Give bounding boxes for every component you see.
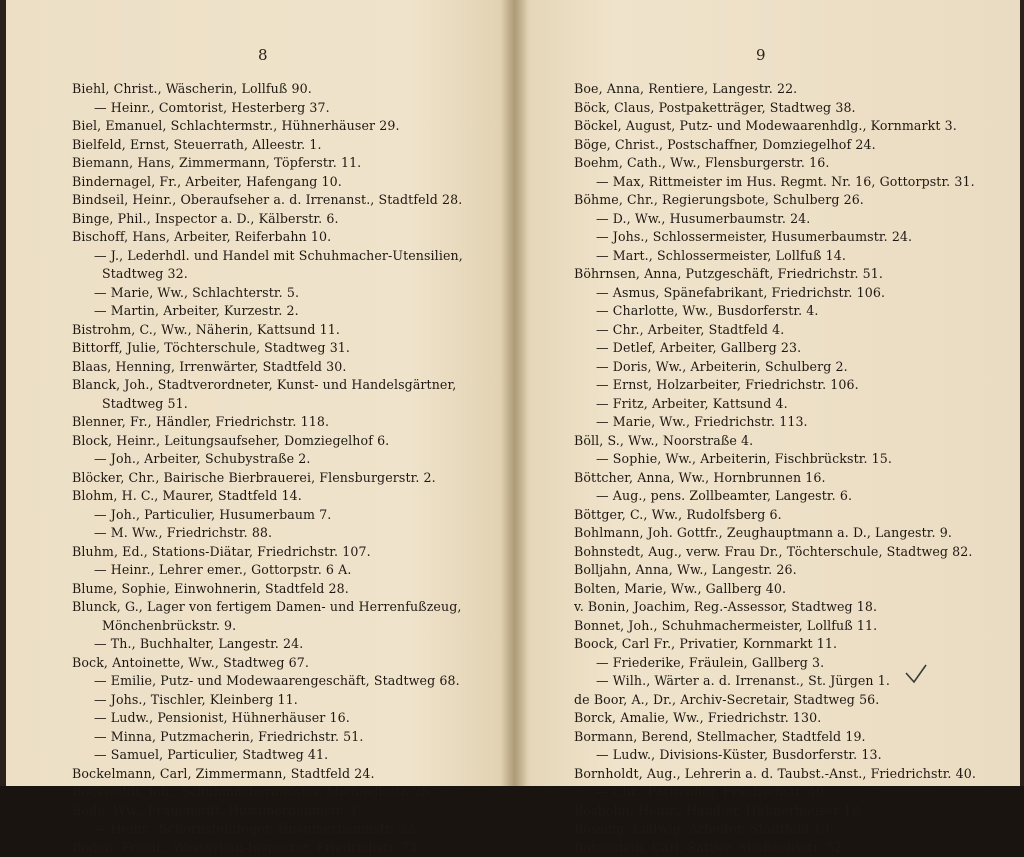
directory-entries <box>574 80 1020 857</box>
directory-entry: — Ludw., Pensionist, Hühnerhäuser 16. <box>72 709 512 728</box>
directory-entry: — Charlotte, Ww., Busdorferstr. 4. <box>574 302 1020 321</box>
directory-entry: — Joh., Particulier, Husumerbaum 7. <box>72 506 512 525</box>
directory-entry: Böttger, C., Ww., Rudolfsberg 6. <box>574 506 1020 525</box>
directory-entry: Blohm, H. C., Maurer, Stadtfeld 14. <box>72 487 512 506</box>
directory-entry: Blaas, Henning, Irrenwärter, Stadtfeld 30. <box>72 358 512 377</box>
directory-entry: Bolljahn, Anna, Ww., Langestr. 26. <box>574 561 1020 580</box>
directory-entry: Böck, Claus, Postpaketträger, Stadtweg 38. <box>574 99 1020 118</box>
directory-entry: — Aug., pens. Zollbeamter, Langestr. 6. <box>574 487 1020 506</box>
right-page <box>516 0 1024 786</box>
directory-entry: Bornholdt, Aug., Lehrerin a. d. Taubst.-Anst., Friedrichstr. 40. <box>574 765 1020 784</box>
directory-entry: Bockwoldt, Joh., Schuhmachermeister, Michaelisstr. 25. <box>72 783 512 802</box>
directory-entry: Mönchenbrückstr. 9. <box>72 617 512 636</box>
directory-entry: Böttcher, Anna, Ww., Hornbrunnen 16. <box>574 469 1020 488</box>
directory-entry: Bossing, Ludwig, Arbeiter, Stadtfeld 19. <box>574 820 1020 839</box>
directory-entry: — J., Lederhdl. und Handel mit Schuhmacher-Utensilien, <box>72 247 512 266</box>
directory-entry: Biemann, Hans, Zimmermann, Töpferstr. 11. <box>72 154 512 173</box>
directory-entry: Bock, Antoinette, Ww., Stadtweg 67. <box>72 654 512 673</box>
directory-entry: — D., Ww., Husumerbaumstr. 24. <box>574 210 1020 229</box>
directory-entry: Bode, Ww., Frauenstift, Husumerbaumstr. 3. <box>72 802 512 821</box>
directory-entry: Bockelmann, Carl, Zimmermann, Stadtfeld 24. <box>72 765 512 784</box>
directory-entry: — Wilh., Wärter a. d. Irrenanst., St. Jürgen 1. <box>574 672 1020 691</box>
directory-entry: Boock, Carl Fr., Privatier, Kornmarkt 11. <box>574 635 1020 654</box>
directory-entry: Biehl, Christ., Wäscherin, Lollfuß 90. <box>72 80 512 99</box>
directory-entry: Borck, Amalie, Ww., Friedrichstr. 130. <box>574 709 1020 728</box>
directory-entry: — Th., Buchhalter, Langestr. 24. <box>72 635 512 654</box>
directory-entry: — Johs., Tischler, Kleinberg 11. <box>72 691 512 710</box>
directory-entry: — Heinr., Lehrer emer., Gottorpstr. 6 A. <box>72 561 512 580</box>
directory-entry: — Detlef, Arbeiter, Gallberg 23. <box>574 339 1020 358</box>
directory-entry: Bielfeld, Ernst, Steuerrath, Alleestr. 1. <box>72 136 512 155</box>
directory-entry: — Emilie, Putz- und Modewaarengeschäft, Stadtweg 68. <box>72 672 512 691</box>
directory-entry: Bluhm, Ed., Stations-Diätar, Friedrichstr. 107. <box>72 543 512 562</box>
directory-entry: Stadtweg 32. <box>72 265 512 284</box>
directory-entry: Boe, Anna, Rentiere, Langestr. 22. <box>574 80 1020 99</box>
directory-entry: Böhrnsen, Anna, Putzgeschäft, Friedrichstr. 51. <box>574 265 1020 284</box>
directory-entry: — Heinr., Schornsteinfeger, Husumerbaumstr. 22. <box>72 820 512 839</box>
directory-entry: — Marie, Ww., Schlachterstr. 5. <box>72 284 512 303</box>
directory-entries <box>72 80 512 857</box>
directory-entry: Blanck, Joh., Stadtverordneter, Kunst- und Handelsgärtner, <box>72 376 512 395</box>
directory-entry: — Martin, Arbeiter, Kurzestr. 2. <box>72 302 512 321</box>
pencil-check-mark <box>904 663 928 685</box>
directory-entry: Biel, Emanuel, Schlachtermstr., Hühnerhäuser 29. <box>72 117 512 136</box>
directory-entry: — Joh., Arbeiter, Schubystraße 2. <box>72 450 512 469</box>
directory-entry: Boehm, Cath., Ww., Flensburgerstr. 16. <box>574 154 1020 173</box>
directory-entry: Böhme, Chr., Regierungsbote, Schulberg 26. <box>574 191 1020 210</box>
directory-entry: — Johs., Schlossermeister, Husumerbaumstr. 24. <box>574 228 1020 247</box>
directory-entry: Bonnet, Joh., Schuhmachermeister, Lollfuß 11. <box>574 617 1020 636</box>
directory-entry: Bohlmann, Joh. Gottfr., Zeughauptmann a. D., Langestr. 9. <box>574 524 1020 543</box>
left-page <box>0 0 514 786</box>
directory-entry: Böckel, August, Putz- und Modewaarenhdlg., Kornmarkt 3. <box>574 117 1020 136</box>
directory-entry: — Ernst, Holzarbeiter, Friedrichstr. 106. <box>574 376 1020 395</box>
directory-entry: v. Bonin, Joachim, Reg.-Assessor, Stadtweg 18. <box>574 598 1020 617</box>
directory-entry: Bischoff, Hans, Arbeiter, Reiferbahn 10. <box>72 228 512 247</box>
directory-entry: — Asmus, Spänefabrikant, Friedrichstr. 106. <box>574 284 1020 303</box>
directory-entry: — Minna, Putzmacherin, Friedrichstr. 51. <box>72 728 512 747</box>
directory-entry: — Sophie, Ww., Arbeiterin, Fischbrückstr. 15. <box>574 450 1020 469</box>
directory-entry: Botenstein, Carl, Sattler, Michaelisstr. 52. <box>574 839 1020 857</box>
page-number: 9 <box>756 46 766 64</box>
directory-entry: Blunck, G., Lager von fertigem Damen- und Herrenfußzeug, <box>72 598 512 617</box>
directory-entry: Bittorff, Julie, Töchterschule, Stadtweg 31. <box>72 339 512 358</box>
directory-entry: Block, Heinr., Leitungsaufseher, Domziegelhof 6. <box>72 432 512 451</box>
directory-entry: — Chr., Particulier, Friedrichstr. 40. <box>574 783 1020 802</box>
page-number: 8 <box>258 46 268 64</box>
directory-entry: — M. Ww., Friedrichstr. 88. <box>72 524 512 543</box>
directory-entry: Bindseil, Heinr., Oberaufseher a. d. Irrenanst., Stadtfeld 28. <box>72 191 512 210</box>
directory-entry: — Max, Rittmeister im Hus. Regmt. Nr. 16, Gottorpstr. 31. <box>574 173 1020 192</box>
directory-entry: Binge, Phil., Inspector a. D., Kälberstr. 6. <box>72 210 512 229</box>
directory-entry: Bormann, Berend, Stellmacher, Stadtfeld 19. <box>574 728 1020 747</box>
directory-entry: Bolten, Marie, Ww., Gallberg 40. <box>574 580 1020 599</box>
directory-entry: — Fritz, Arbeiter, Kattsund 4. <box>574 395 1020 414</box>
directory-entry: Stadtweg 51. <box>72 395 512 414</box>
directory-entry: — Marie, Ww., Friedrichstr. 113. <box>574 413 1020 432</box>
directory-entry: — Heinr., Comtorist, Hesterberg 37. <box>72 99 512 118</box>
directory-entry: Bistrohm, C., Ww., Näherin, Kattsund 11. <box>72 321 512 340</box>
directory-entry: Blöcker, Chr., Bairische Bierbrauerei, Flensburgerstr. 2. <box>72 469 512 488</box>
directory-entry: Blume, Sophie, Einwohnerin, Stadtfeld 28. <box>72 580 512 599</box>
directory-entry: — Samuel, Particulier, Stadtweg 41. <box>72 746 512 765</box>
directory-entry: — Mart., Schlossermeister, Lollfuß 14. <box>574 247 1020 266</box>
directory-entry: Böll, S., Ww., Noorstraße 4. <box>574 432 1020 451</box>
directory-entry: Bindernagel, Fr., Arbeiter, Hafengang 10. <box>72 173 512 192</box>
directory-entry: — Ludw., Divisions-Küster, Busdorferstr. 13. <box>574 746 1020 765</box>
directory-entry: — Chr., Arbeiter, Stadtfeld 4. <box>574 321 1020 340</box>
directory-entry: Böge, Christ., Postschaffner, Domziegelhof 24. <box>574 136 1020 155</box>
directory-entry: — Doris, Ww., Arbeiterin, Schulberg 2. <box>574 358 1020 377</box>
directory-entry: de Boor, A., Dr., Archiv-Secretair, Stadtweg 56. <box>574 691 1020 710</box>
directory-entry: Boden, Friedr., Wasserbau-Inspector, Friedrichstr. 73. <box>72 839 512 857</box>
directory-entry: Bohnstedt, Aug., verw. Frau Dr., Töchterschule, Stadtweg 82. <box>574 543 1020 562</box>
directory-entry: — Friederike, Fräulein, Gallberg 3. <box>574 654 1020 673</box>
directory-entry: Blenner, Fr., Händler, Friedrichstr. 118. <box>72 413 512 432</box>
directory-entry: Bosholm, Heinr., Händler, Hühnerhäuser 18. <box>574 802 1020 821</box>
